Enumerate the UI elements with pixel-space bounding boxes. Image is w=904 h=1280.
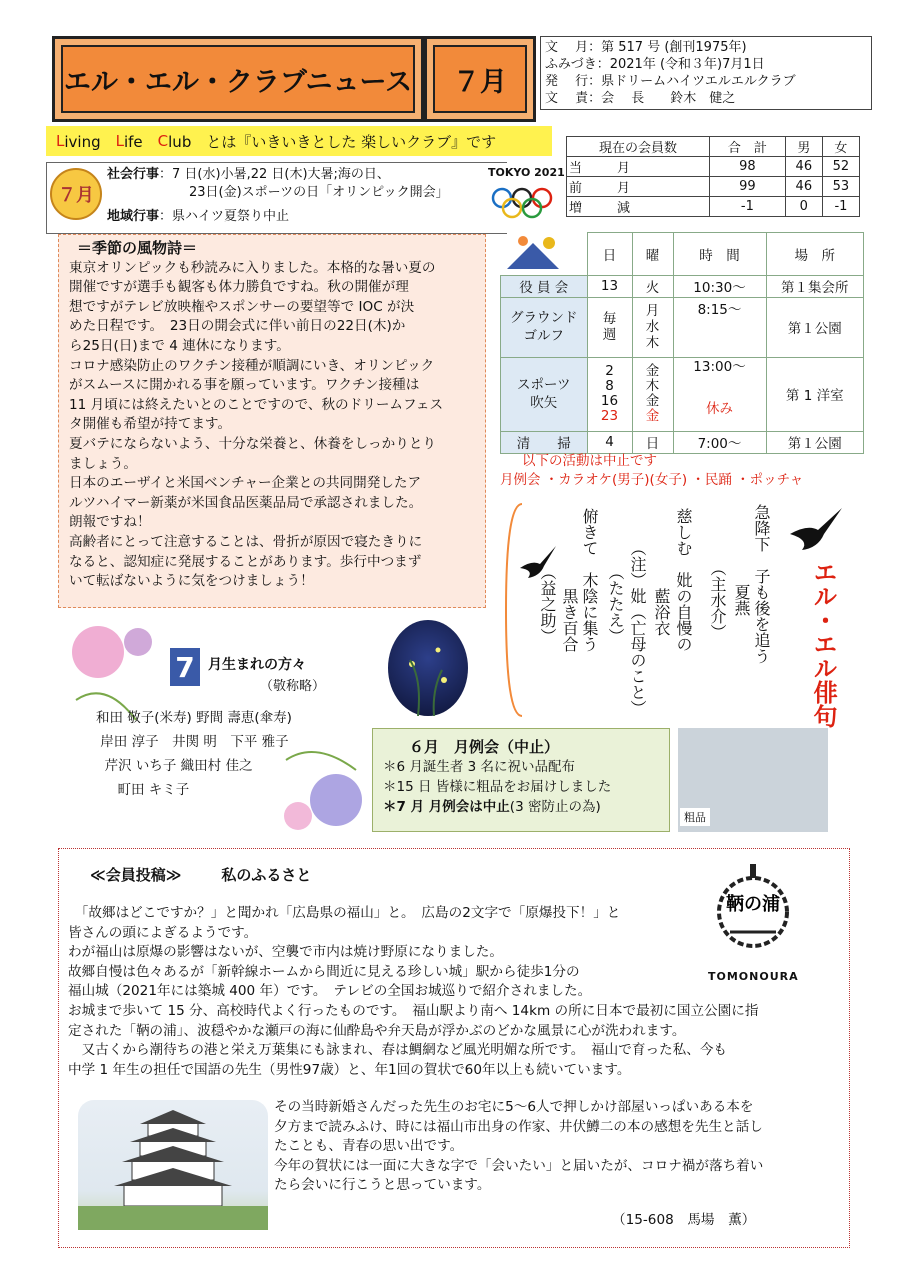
- seasonal-line: ら25日(日)まで 4 連休になります。: [69, 337, 290, 354]
- social-events-text: 23日(金)スポーツの日「オリンピック開会」: [189, 185, 449, 200]
- table-row: [567, 157, 860, 177]
- table-header: 日: [587, 233, 632, 276]
- castle-icon: [78, 1100, 268, 1230]
- activity-name: スポーツ 吹矢: [501, 357, 588, 431]
- tagline-text: lub とは『いきいきとした 楽しいクラブ』です: [168, 132, 497, 151]
- birthday-month-number: 7: [170, 648, 200, 686]
- gift-photo-caption: 粗品: [680, 808, 710, 826]
- table-row: [567, 197, 860, 217]
- month-label: ７月: [453, 66, 507, 98]
- table-cell: 7:00～: [673, 431, 766, 453]
- table-header: 時 間: [673, 233, 766, 276]
- table-row: [567, 137, 860, 157]
- post-line: 定された「鞆の浦」、波穏やかな瀬戸の海に仙酔島や弁天島が浮かぶのどかな風景に心が洗われます。: [68, 1022, 686, 1039]
- local-events-text: ：県ハイツ夏祭り中止: [159, 209, 290, 224]
- table-cell: 前 月: [567, 177, 710, 197]
- local-events-label: 地域行事: [107, 209, 160, 224]
- birthday-title: 月生まれの方々: [208, 657, 306, 673]
- table-cell: 2 8 16: [600, 363, 619, 409]
- seasonal-line: ましょう。: [69, 455, 137, 472]
- post-line: 中学 1 年生の担任で国語の先生（男性97歳）と、年1回の賀状で60年以上も続いています。: [68, 1061, 631, 1078]
- post-line: 故郷自慢は色々あるが「新幹線ホームから間近に見える珍しい城」駅から徒歩1分の: [68, 963, 580, 980]
- table-row: [501, 431, 864, 453]
- table-cell: 第１公園: [766, 431, 864, 453]
- table-cell: 金 木 金: [645, 363, 660, 409]
- monthly-events: [46, 162, 507, 234]
- table-cell: -1: [822, 197, 859, 217]
- seasonal-line: なると、認知症に発展することがあります。歩行中つまず: [69, 553, 422, 570]
- activity-name: 役 員 会: [501, 275, 588, 297]
- haiku-line: （益之助）: [538, 508, 557, 644]
- seasonal-line: 日本のエーザイと米国ベンチャー企業との共同開発したア: [69, 475, 422, 492]
- logo-text: 鞆の浦: [726, 894, 780, 915]
- seasonal-line: いて転ばないように気をつけましょう！: [69, 573, 314, 590]
- june-meeting-title: ６月 月例会（中止）: [409, 738, 560, 756]
- club-tagline: [46, 126, 552, 156]
- meta-line: 文 月：第 517 号 (創刊1975年): [545, 40, 747, 55]
- table-header: 場 所: [766, 233, 864, 276]
- table-cell: 当 月: [567, 157, 710, 177]
- haiku-line: 俯きて 木陰に集う: [580, 508, 599, 652]
- seasonal-column: [58, 234, 486, 608]
- seasonal-line: タ開催も希望が持てます。: [69, 416, 232, 433]
- seasonal-line: 想ですがテレビ放映権やスポンサーの要望等で IOC が決: [69, 298, 415, 315]
- june-meeting-line: ＊15 日 皆様に粗品をお届けしました: [383, 779, 612, 795]
- haiku-line: 黒き百合: [560, 508, 579, 652]
- seasonal-line: コロナ感染防止のワクチン接種が順調にいき、オリンピック: [69, 357, 435, 374]
- meta-line: 発 行：県ドリームハイツエルエルクラブ: [545, 74, 796, 89]
- fukuyama-castle-photo: [78, 1100, 268, 1230]
- post-line: たことも、青春の思い出です。: [274, 1138, 464, 1155]
- table-cell: 増 減: [567, 197, 710, 217]
- beer-mug-icon: [50, 168, 102, 220]
- member-post-heading: [90, 864, 311, 885]
- table-cell: 月 水 木: [632, 297, 673, 357]
- table-cell: 13:00～: [693, 358, 746, 375]
- post-line: わが福山は原爆の影響はないが、空襲で市内は焼け野原になりました。: [68, 944, 503, 961]
- table-cell: 第１公園: [766, 297, 864, 357]
- post-line: その当時新婚さんだった先生のお宅に5～6人で押しかけ部屋いっぱいある本を: [274, 1099, 754, 1115]
- table-cell: 52: [822, 157, 859, 177]
- swallow-icon: [788, 504, 844, 554]
- meta-line: 文 責：会 長 鈴木 健之: [545, 91, 736, 106]
- june-meeting-line: ＊6 月誕生者 3 名に祝い品配布: [383, 759, 576, 775]
- member-post-label: ≪会員投稿≫: [90, 866, 182, 884]
- table-cell: 8:15～: [673, 297, 766, 357]
- table-cell: 第 1 洋室: [766, 357, 864, 431]
- june-meeting-line: (3 密防止の為): [509, 799, 601, 815]
- seasonal-line: 朗報ですね！: [69, 514, 151, 531]
- tagline-initial: L: [56, 132, 65, 150]
- seasonal-heading: ＝季節の風物詩＝: [77, 239, 198, 257]
- table-cell: 休み: [706, 400, 733, 417]
- post-line: 皆さんの頭によぎるようです。: [68, 924, 258, 941]
- table-cell: 0: [785, 197, 822, 217]
- month-box: [424, 36, 536, 122]
- table-row: [501, 233, 864, 276]
- table-cell: 23: [600, 408, 619, 424]
- social-events-text: ：7 日(水)小暑,22 日(木)大暑;海の日、: [159, 167, 390, 182]
- table-cell: 98: [709, 157, 785, 177]
- tagline-initial: L: [115, 132, 124, 150]
- tagline-text: iving: [64, 132, 116, 151]
- july-fireworks-icon: [501, 233, 588, 276]
- haiku-title: エル・エル俳句: [809, 560, 838, 728]
- activity-name: グラウンド ゴルフ: [501, 297, 588, 357]
- activity-name: 清 掃: [501, 431, 588, 453]
- seasonal-line: めた日程です。 23日の開会式に伴い前日の22日(木)か: [69, 318, 406, 335]
- post-line: 又古くから潮待ちの港と栄え万葉集にも詠まれ、春は鯛網など風光明媚な所です。 福山で育った私、今も: [68, 1042, 728, 1059]
- member-post-body: [68, 904, 838, 1080]
- newsletter-title: エル・エル・クラブニュース: [63, 66, 413, 98]
- post-line: お城まで歩いて 15 分、高校時代よく行ったものです。 福山駅より南へ 14km の所に日本で最初に国立公園に指: [68, 1002, 759, 1019]
- table-cell: 46: [785, 177, 822, 197]
- tagline-initial: C: [157, 132, 169, 150]
- haiku-line: （たたえ）: [606, 508, 625, 644]
- olympic-rings-icon: [490, 186, 554, 222]
- haiku-line: 夏燕: [732, 504, 751, 616]
- post-line: 福山城（2021年には築城 400 年）です。 テレビの全国お城巡りで紹介されました。: [68, 983, 592, 1000]
- table-cell: 第１集会所: [766, 275, 864, 297]
- seasonal-line: 夏バテにならないよう、十分な栄養と、休養をしっかりとり: [69, 435, 437, 452]
- table-cell: 毎 週: [587, 297, 632, 357]
- haiku-note: （注）妣（亡母のこと）: [628, 540, 647, 716]
- table-cell: 10:30～: [673, 275, 766, 297]
- post-line: 夕方まで読みふけ、時には福山市出身の作家、井伏鱒二の本の感想を先生と話し: [274, 1118, 763, 1135]
- june-meeting-box: [372, 728, 670, 832]
- table-cell: 13: [587, 275, 632, 297]
- table-header: 女: [822, 137, 859, 157]
- haiku-bracket: [504, 500, 524, 720]
- table-cell: 99: [709, 177, 785, 197]
- seasonal-line: 東京オリンピックも秒読みに入りました。本格的な暑い夏の: [69, 259, 436, 276]
- notice-line: 月例会 ・カラオケ(男子)(女子) ・民踊 ・ポッチャ: [500, 472, 804, 488]
- table-row: [501, 275, 864, 297]
- firefly-icon: [388, 620, 468, 716]
- newsletter-title-box: [52, 36, 424, 122]
- table-cell: 日: [632, 431, 673, 453]
- table-cell: 46: [785, 157, 822, 177]
- table-header: 曜: [632, 233, 673, 276]
- post-signature: （15-608 馬場 薫）: [612, 1212, 756, 1228]
- member-post-body-continued: [274, 1098, 844, 1196]
- member-post-title: 私のふるさと: [221, 866, 312, 884]
- seasonal-line: 11 月頃には終えたいとのことですので、秋のドリームフェス: [69, 396, 444, 413]
- seasonal-line: 開催ですが選手も観客も体力勝負ですね。秋の開催が理: [69, 279, 409, 296]
- table-row: [501, 357, 864, 431]
- activity-schedule-table: [500, 232, 864, 454]
- notice-line: 以下の活動は中止です: [522, 453, 657, 469]
- birthday-subtitle: （敬称略）: [260, 679, 326, 694]
- tomonoura-label: TOMONOURA: [708, 970, 799, 983]
- haiku-line: 慈しむ 妣の自慢の: [674, 508, 693, 652]
- table-cell: 53: [822, 177, 859, 197]
- month-badge: ７月: [58, 185, 94, 206]
- birthday-names: 和田 敬子(米寿) 野間 壽恵(傘寿) 岸田 淳子 井関 明 下平 雅子 芹沢 いち子 織田村 佳之 町田 キミ子: [96, 710, 292, 798]
- table-header: 現在の会員数: [567, 137, 710, 157]
- social-events-label: 社会行事: [107, 167, 160, 182]
- post-line: たら会いに行こうと思っています。: [274, 1177, 491, 1194]
- post-line: 「故郷はどこですか？」と聞かれ「広島県の福山」と。 広島の2文字で「原爆投下！」と: [68, 905, 621, 921]
- table-header: 男: [785, 137, 822, 157]
- member-count-table: [566, 136, 860, 217]
- table-row: [501, 297, 864, 357]
- seasonal-line: ルツハイマー新薬が米国食品医薬品局で承認されました。: [69, 494, 423, 511]
- issue-meta: [540, 36, 872, 110]
- table-header: 合 計: [709, 137, 785, 157]
- post-line: 今年の賀状には一面に大きな字で「会いたい」と届いたが、コロナ禍が落ち着い: [274, 1157, 764, 1174]
- meta-line: ふみづき：2021年 (令和３年)7月1日: [545, 57, 765, 72]
- table-cell: 火: [632, 275, 673, 297]
- seasonal-line: 高齢者にとって注意することは、骨折が原因で寝たきりに: [69, 533, 423, 550]
- table-cell: 金: [645, 408, 660, 424]
- haiku-line: 藍浴衣: [652, 508, 671, 636]
- tagline-text: ife: [123, 132, 158, 151]
- firefly-image: [388, 620, 468, 716]
- haiku-line: （主水介）: [708, 504, 727, 640]
- haiku-line: 急降下 子も後を追う: [752, 504, 771, 664]
- seasonal-line: がスムースに開かれる事を願っています。ワクチン接種は: [69, 377, 420, 394]
- june-meeting-line: ＊7 月 月例会は中止: [383, 799, 510, 815]
- table-cell: -1: [709, 197, 785, 217]
- table-row: [567, 177, 860, 197]
- tokyo-olympics-label: TOKYO 2021: [488, 166, 565, 179]
- cancelled-activities-notice: [500, 452, 864, 490]
- table-cell: 4: [587, 431, 632, 453]
